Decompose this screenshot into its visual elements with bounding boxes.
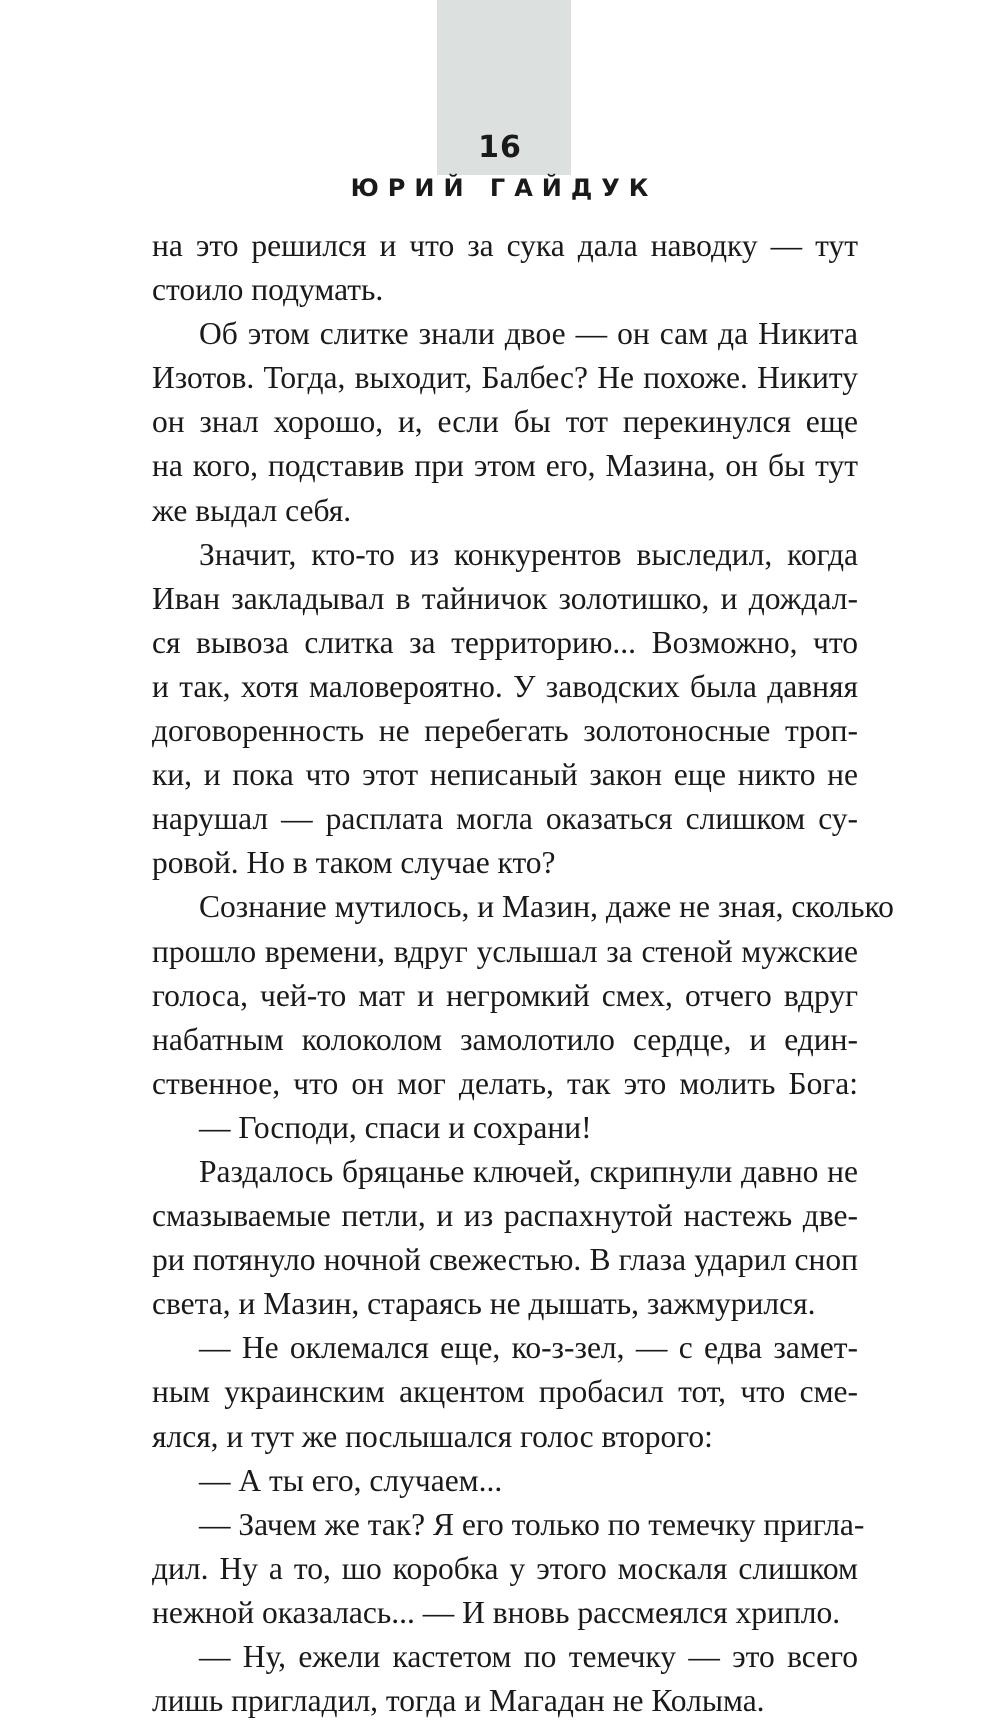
- text-line: нарушал — расплата могла оказаться слишком су-: [152, 801, 858, 837]
- text-line: — Зачем же так? Я его только по темечку пригла-: [199, 1506, 865, 1542]
- text-line: — Не оклемался еще, ко-з-зел, — с едва замет-: [199, 1330, 858, 1366]
- text-line: ся вывоза слитка за территорию... Возможно, что: [152, 624, 858, 660]
- body-text: [152, 224, 894, 1723]
- text-line: Раздалось бряцанье ключей, скрипнули давно не: [199, 1153, 858, 1189]
- text-line: нежной оказалась... — И вновь рассмеялся хрипло.: [152, 1594, 841, 1630]
- text-line: ровой. Но в таком случае кто?: [152, 845, 556, 881]
- text-line: ки, и пока что этот неписаный закон еще никто не: [152, 757, 858, 793]
- page-number: 16: [478, 130, 522, 165]
- text-line: ялся, и тут же послышался голос второго:: [152, 1418, 713, 1454]
- running-head: ЮРИЙ ГАЙДУК: [350, 174, 658, 202]
- text-line: Иван закладывал в тайничок золотишко, и дождал-: [152, 580, 858, 616]
- text-line: он знал хорошо, и, если бы тот перекинулся еще: [152, 404, 858, 440]
- text-line: — А ты его, случаем...: [199, 1462, 503, 1498]
- text-line: Значит, кто-то из конкурентов выследил, когда: [199, 536, 858, 572]
- text-line: стоило подумать.: [152, 272, 384, 308]
- text-line: голоса, чей-то мат и негромкий смех, отчего вдруг: [152, 977, 858, 1013]
- text-line: ри потянуло ночной свежестью. В глаза ударил сноп: [152, 1242, 858, 1278]
- text-line: — Господи, спаси и сохрани!: [199, 1109, 592, 1145]
- text-line: — Ну, ежели кастетом по темечку — это всего: [199, 1639, 858, 1674]
- text-line: ственное, что он мог делать, так это молить Бога:: [152, 1065, 858, 1101]
- text-line: прошло времени, вдруг услышал за стеной мужские: [152, 933, 858, 969]
- text-line: на это решился и что за сука дала наводку — тут: [152, 228, 858, 263]
- text-line: на кого, подставив при этом его, Мазина, он бы тут: [152, 448, 858, 484]
- text-line: Изотов. Тогда, выходит, Балбес? Не похоже. Никиту: [152, 360, 858, 396]
- text-line: дил. Ну а то, шо коробка у этого москаля слишком: [152, 1550, 858, 1586]
- text-line: и так, хотя маловероятно. У заводских была давняя: [152, 668, 858, 704]
- text-line: же выдал себя.: [152, 492, 352, 528]
- text-line: договоренность не перебегать золотоносные троп-: [152, 713, 858, 749]
- text-line: набатным колоколом замолотило сердце, и един-: [152, 1021, 858, 1057]
- text-line: света, и Мазин, стараясь не дышать, зажмурился.: [152, 1286, 816, 1322]
- text-line: Об этом слитке знали двое — он сам да Никита: [199, 316, 858, 352]
- text-line: лишь пригладил, тогда и Магадан не Колыма.: [152, 1683, 765, 1719]
- text-line: Сознание мутилось, и Мазин, даже не зная, сколько: [199, 889, 894, 925]
- text-line: смазываемые петли, и из распахнутой настежь две-: [152, 1198, 858, 1234]
- text-line: ным украинским акцентом пробасил тот, что сме-: [152, 1374, 858, 1410]
